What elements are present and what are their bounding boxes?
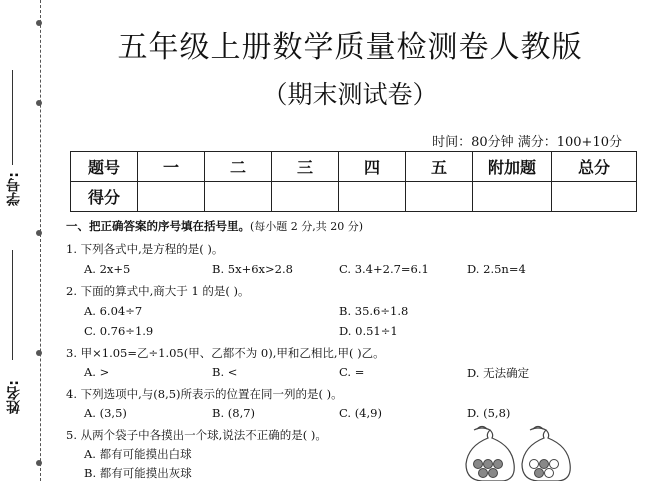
score-cell[interactable] [138, 182, 205, 212]
option: B. 35.6÷1.8 [339, 304, 409, 318]
score-cell[interactable] [339, 182, 406, 212]
option: A. (3,5) [84, 406, 127, 420]
section-heading [66, 218, 363, 234]
score-table [70, 151, 637, 212]
name-fill-line [12, 250, 13, 360]
option: D. 无法确定 [467, 366, 530, 380]
option: B. 都有可能摸出灰球 [84, 466, 192, 480]
option: C. 3.4+2.7=6.1 [339, 262, 429, 276]
option: D. 0.51÷1 [339, 324, 398, 338]
student-id-label: 学号: [6, 172, 22, 206]
option: B. (8,7) [212, 406, 256, 420]
score-row-label: 得分 [71, 182, 138, 212]
score-cell[interactable] [406, 182, 473, 212]
option: D. 2.5n=4 [467, 262, 526, 276]
score-header-cell: 五 [406, 152, 473, 182]
page-subtitle: （期末测试卷） [262, 80, 438, 109]
student-id-fill-line [12, 70, 13, 165]
time-info: 时间：80分钟 满分：100+10分 [432, 135, 622, 150]
binding-hole [36, 20, 42, 26]
binding-hole [36, 230, 42, 236]
question-stem: 1. 下列各式中,是方程的是( )。 [66, 242, 224, 256]
section-note: (每小题 2 分,共 20 分) [250, 220, 364, 233]
score-header-cell: 总分 [552, 152, 637, 182]
option: C. = [339, 365, 365, 379]
question-stem: 2. 下面的算式中,商大于 1 的是( )。 [66, 284, 250, 298]
option: C. (4,9) [339, 406, 382, 420]
option: B. 5x+6x>2.8 [212, 262, 293, 276]
score-cell[interactable] [272, 182, 339, 212]
score-header-cell: 附加题 [473, 152, 552, 182]
score-header-cell: 三 [272, 152, 339, 182]
question-stem: 5. 从两个袋子中各摸出一个球,说法不正确的是( )。 [66, 428, 327, 442]
bag-balls [474, 460, 503, 478]
score-header-cell: 一 [138, 152, 205, 182]
option: D. (5,8) [467, 406, 511, 420]
binding-margin-line [40, 0, 41, 481]
score-header-cell: 题号 [71, 152, 138, 182]
bag-balls [530, 460, 559, 478]
option: C. 0.76÷1.9 [84, 324, 154, 338]
binding-hole [36, 350, 42, 356]
question-stem: 3. 甲×1.05=乙÷1.05(甲、乙都不为 0),甲和乙相比,甲( )乙。 [66, 346, 385, 360]
option: A. 都有可能摸出白球 [84, 447, 192, 461]
score-header-cell: 四 [339, 152, 406, 182]
option: A. > [84, 365, 110, 379]
score-cell[interactable] [473, 182, 552, 212]
score-header-cell: 二 [205, 152, 272, 182]
page-title: 五年级上册数学质量检测卷人教版 [117, 30, 583, 65]
score-cell[interactable] [552, 182, 637, 212]
question-stem: 4. 下列选项中,与(8,5)所表示的位置在同一列的是( )。 [66, 387, 343, 401]
option: A. 2x+5 [84, 262, 131, 276]
option: A. 6.04÷7 [84, 304, 143, 318]
binding-hole [36, 460, 42, 466]
option: B. < [212, 365, 238, 379]
name-label: 姓名: [6, 380, 22, 414]
ball-bags-illustration [460, 424, 580, 481]
score-table-header-row [71, 152, 637, 182]
score-table-score-row [71, 182, 637, 212]
section-heading-text: 一、把正确答案的序号填在括号里。 [66, 219, 250, 233]
binding-hole [36, 100, 42, 106]
score-cell[interactable] [205, 182, 272, 212]
